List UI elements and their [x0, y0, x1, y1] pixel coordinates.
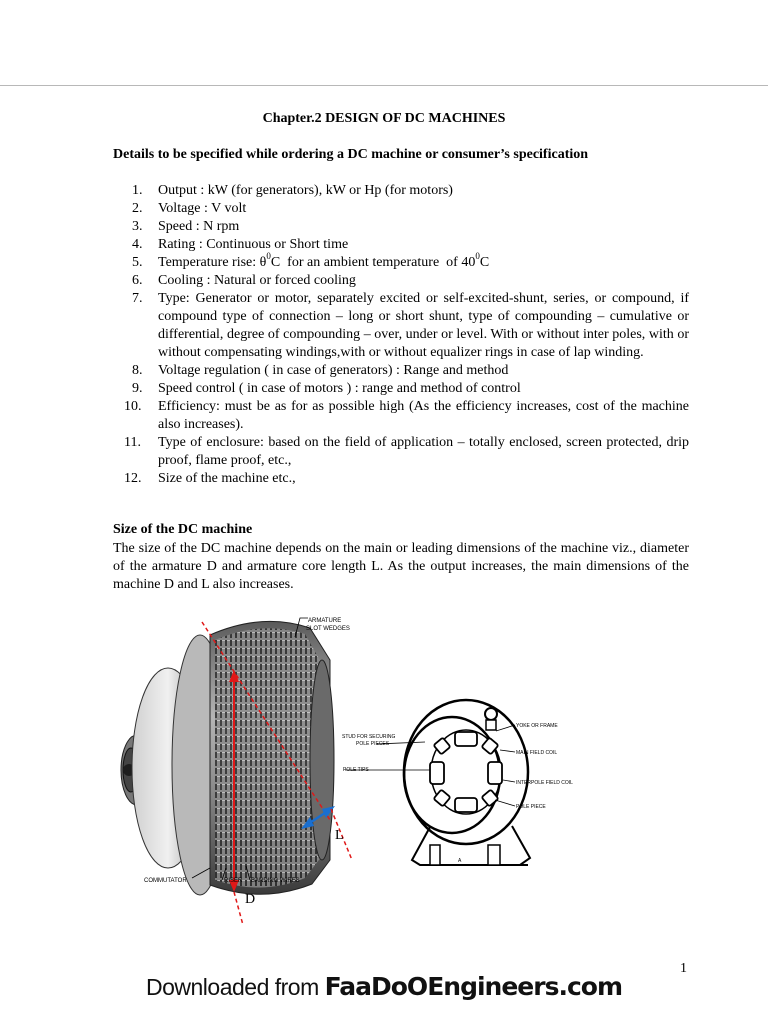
label-stud: STUD FOR SECURING	[342, 734, 396, 740]
spec-item	[113, 218, 689, 236]
spec-item	[113, 272, 689, 290]
item-text: Rating : Continuous or Short time	[158, 237, 349, 252]
spec-item	[113, 380, 689, 398]
label-pole-tips: POLE TIPS	[343, 767, 369, 773]
label-a: A	[458, 858, 462, 864]
size-heading: Size of the DC machine	[113, 522, 253, 537]
item-number: 10.	[124, 399, 142, 414]
item-text: Type: Generator or motor, separately excited or self-excited-shunt, series, or compound, if compound type of connection – long or short shunt, type of compounding – cumulative or differential, degree of compounding – over, under or level. With or without inter poles, with or without compensating windings,with or without equalizer rings in case of lap winding.	[158, 291, 689, 360]
spec-item	[113, 182, 689, 200]
label-main-field-coil: MAIN FIELD COIL	[516, 750, 558, 756]
spec-item	[113, 251, 689, 272]
superscript: 0	[266, 251, 271, 261]
label-interpole-field-coil: INTERPOLE FIELD COIL	[516, 780, 573, 786]
chapter-title: Chapter.2 DESIGN OF DC MACHINES	[262, 111, 506, 126]
label-commutator: COMMUTATOR	[144, 878, 187, 884]
label-riser: RISER	[224, 878, 243, 884]
spec-item	[113, 434, 689, 470]
item-number: 1.	[132, 183, 143, 198]
label-armature: ARMATURE	[308, 618, 342, 624]
item-text: Speed control ( in case of motors ) : range and method of control	[158, 381, 521, 396]
item-number: 11.	[124, 435, 141, 450]
item-text: Speed : N rpm	[158, 219, 240, 234]
stator-drawing	[345, 700, 530, 865]
spec-list	[113, 182, 689, 488]
item-number: 6.	[132, 273, 143, 288]
spec-item	[113, 236, 689, 254]
dc-machine-figure	[113, 602, 689, 932]
item-text: Type of enclosure: based on the field of application – totally enclosed, screen protected, drip proof, flame proof, etc.,	[158, 435, 689, 468]
label-banding-wires: BANDING WIRES	[251, 878, 300, 884]
item-number: 5.	[132, 255, 143, 270]
spec-subheading: Details to be specified while ordering a DC machine or consumer’s specification	[113, 147, 589, 162]
armature-image	[121, 621, 334, 895]
item-text-mid: C for an ambient temperature of 40	[270, 255, 476, 270]
page-number: 1	[680, 961, 687, 976]
item-number: 3.	[132, 219, 143, 234]
header-rule	[0, 85, 768, 86]
footer-text: Downloaded from	[146, 974, 325, 1000]
item-number: 4.	[132, 237, 143, 252]
label-d: D	[245, 892, 256, 907]
footer-brand: FaaDoOEngineers.com	[324, 972, 622, 1001]
item-number: 2.	[132, 201, 143, 216]
spec-item	[113, 290, 689, 362]
item-text: Efficiency: must be as for as possible high (As the efficiency increases, cost of the machine also increases).	[158, 399, 689, 432]
label-slot-wedges: SLOT WEDGES	[306, 626, 350, 632]
label-l: L	[335, 828, 344, 843]
spec-item	[113, 200, 689, 218]
item-text: Voltage : V volt	[158, 201, 247, 216]
item-number: 7.	[132, 291, 143, 306]
item-number: 12.	[124, 471, 142, 486]
item-text: Output : kW (for generators), kW or Hp (for motors)	[158, 183, 453, 198]
item-text: Cooling : Natural or forced cooling	[158, 273, 356, 288]
size-paragraph: The size of the DC machine depends on the main or leading dimensions of the machine viz., diameter of the armature D and armature core length L. As the output increases, the main dimensions of the machine D and L also increases.	[113, 541, 689, 592]
item-text: Size of the machine etc.,	[158, 471, 296, 486]
item-text: Voltage regulation ( in case of generators) : Range and method	[158, 363, 509, 378]
item-text-pre: Temperature rise: θ	[158, 255, 267, 270]
spec-item	[113, 470, 689, 488]
item-number: 9.	[132, 381, 143, 396]
item-text-post: C	[479, 255, 490, 270]
label-pole-pieces: POLE PIECES	[356, 741, 390, 747]
spec-item	[113, 398, 689, 434]
label-yoke: YOKE OR FRAME	[516, 723, 558, 729]
download-footer	[0, 972, 768, 1001]
spec-item	[113, 362, 689, 380]
label-pole-piece: POLE PIECE	[516, 804, 546, 810]
superscript: 0	[475, 251, 480, 261]
item-number: 8.	[132, 363, 143, 378]
